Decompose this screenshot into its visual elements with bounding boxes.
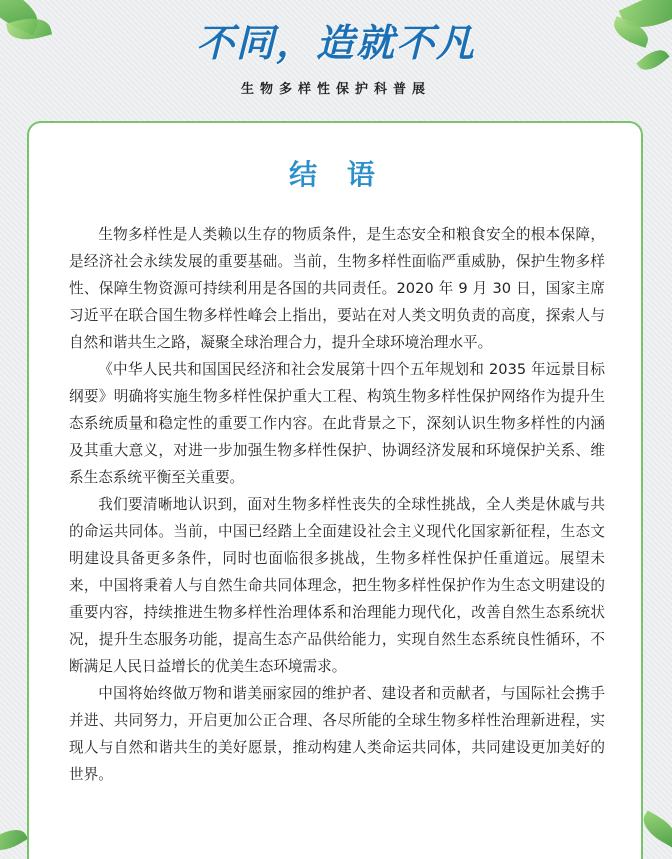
content-card <box>27 121 643 859</box>
slogan-title: 不同，造就不凡 <box>195 21 476 65</box>
paragraph-2: 《中华人民共和国国民经济和社会发展第十四个五年规划和 2035 年远景目标纲要》明确将实施生物多样性保护重大工程、构筑生物多样性保护网络作为提升生态系统质量和稳定性的重要工作内容。在此背景之下，深刻认识生物多样性的内涵及其重大意义，对进一步加强生物多样性保护、协调经济发展和环境保护关系、维系生态系统平衡至关重要。 <box>69 361 605 486</box>
paragraph-3: 我们要清晰地认识到，面对生物多样性丧失的全球性挑战，全人类是休戚与共的命运共同体。当前，中国已经踏上全面建设社会主义现代化国家新征程，生态文明建设具备更多条件，同时也面临很多挑战，生物多样性保护任重道远。展望未来，中国将秉着人与自然生命共同体理念，把生物多样性保护作为生态文明建设的重要内容，持续推进生物多样性治理体系和治理能力现代化，改善自然生态系统状况，提升生态服务功能，提高生态产品供给能力，实现自然生态系统良性循环，不断满足人民日益增长的优美生态环境需求。 <box>69 496 605 675</box>
leaf-decoration <box>0 823 28 857</box>
exhibition-subtitle: 生物多样性保护科普展 <box>240 82 431 97</box>
section-title: 结 语 <box>289 158 385 191</box>
page-header <box>0 14 672 97</box>
paragraph-1: 生物多样性是人类赖以生存的物质条件，是生态安全和粮食安全的根本保障，是经济社会永续发展的重要基础。当前，生物多样性面临严重威胁，保护生物多样性、保障生物资源可持续利用是各国的共同责任。2020 年 9 月 30 日，国家主席习近平在联合国生物多样性峰会上指出，要站在对人类文明负责的高度，探索人与自然和谐共生之路，凝聚全球治理合力，提升全球环境治理水平。 <box>69 226 605 351</box>
paragraph-4: 中国将始终做万物和谐美丽家园的维护者、建设者和贡献者，与国际社会携手并进、共同努力，开启更加公正合理、各尽所能的全球生物多样性治理新进程，实现人与自然和谐共生的美好愿景，推动构建人类命运共同体，共同建设更加美好的世界。 <box>69 685 605 783</box>
